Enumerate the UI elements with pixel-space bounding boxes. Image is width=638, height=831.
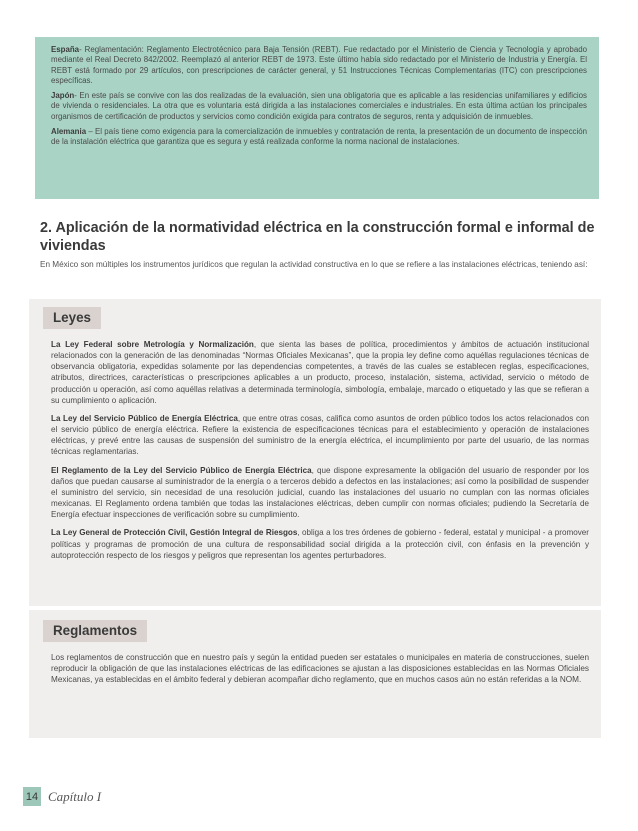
section-intro: En México son múltiples los instrumentos jurídicos que regulan la actividad constructiva en lo que se refiere a las instalaciones eléctricas, teniendo así:: [40, 260, 588, 269]
espana-paragraph: [51, 45, 587, 86]
reglamentos-tag: Reglamentos: [43, 620, 147, 642]
japon-label: Japón: [51, 91, 75, 101]
country-regulations-box: [35, 37, 599, 199]
leyes-tag: Leyes: [43, 307, 101, 329]
section-title: 2. Aplicación de la normatividad eléctrica en la construcción formal e informal de viviendas: [40, 220, 595, 254]
ley-text: , obliga a los tres órdenes de gobierno - federal, estatal y municipal - a promover políticas y programas de promoción de una cultura de responsabilidad social dirigida a la protección civil, con énfasis en la prevención y autoprotección respecto de los riesgos y peligros que representan los agentes perturbadores.: [51, 528, 589, 560]
ley-title: La Ley Federal sobre Metrología y Normalización: [51, 340, 254, 349]
chapter-label: Capítulo I: [48, 788, 102, 804]
alemania-paragraph: [51, 127, 587, 148]
leyes-box: [29, 299, 601, 606]
reglamentos-box: [29, 610, 601, 738]
page-footer: [23, 787, 101, 806]
japon-paragraph: [51, 91, 587, 122]
espana-label: España: [51, 45, 80, 54]
ley-item: [51, 465, 589, 521]
reglamentos-text: Los reglamentos de construcción que en nuestro país y según la entidad pueden ser estatales o municipales en materia de construcciones, suelen reproducir la obligación de que las instalaciones eléctricas de las edificaciones se ajustan a las disposiciones establecidas en las Normas Oficiales Mexicanas, ya establecidas en el ámbito federal y debieran acompañar dicho reglamento, que en muchos casos aún no están referidas a la NOM.: [51, 653, 589, 685]
page-number: 14: [23, 787, 41, 806]
reglamentos-body: [51, 652, 589, 692]
ley-text: , que sienta las bases de política, procedimientos y ámbitos de actuación institucional relacionados con la generación de las denominadas “Normas Oficiales Mexicanas”, que la propia ley define como aquéllas regulaciones técnicas de observancia obligatoria, expedidas solamente por las dependencias competentes, a través de las cuales se establecen reglas, especificaciones, atributos, directrices, características o prescripciones aplicables a un producto, proceso, instalación, sistema, actividad, servicio o método de producción u operación, así como aquéllas relativas a determinada terminología, simbología, embalaje, marcado o etiquetado y las que se refieran a su cumplimiento o aplicación.: [51, 340, 589, 405]
ley-title: La Ley del Servicio Público de Energía Eléctrica: [51, 413, 238, 423]
japon-text: - En este país se convive con las dos realizadas de la evaluación, sien una obligatoria que es aplicable a las residencias unifamiliares y edificios de vivienda o residenciales. La otra que es voluntaria está dirigida a las instalaciones comerciales e industriales. En esta última actúan los principales organismos de certificación de productos y servicios como condición exigida para contratos de seguros, renta y adquisición de inmuebles.: [51, 91, 587, 121]
ley-item: [51, 527, 589, 560]
ley-text: , que entre otras cosas, califica como asuntos de orden público todos los actos relacionados con el servicio público de energía eléctrica. Refiere la existencia de especificaciones técnicas para el establecimiento y operación de instalaciones eléctricas, y prevé entre las causas de suspensión del suministro de la energía eléctrica, el incumplimiento por parte del usuario, de las normas técnicas reglamentarias.: [51, 413, 589, 457]
ley-title: La Ley General de Protección Civil, Gestión Integral de Riesgos: [51, 528, 298, 538]
ley-item: [51, 339, 589, 406]
alemania-label: Alemania: [51, 127, 87, 137]
ley-text: , que dispone expresamente la obligación del usuario de responder por los daños que puedan causarse al suministrador de la energía o a terceros debido a defectos en las instalaciones; así como la posibilidad de suspender el suministro del servicio, sin necesidad de una resolución judicial, cuando las instalaciones del usuario no cumplan con las normas oficiales mexicanas. El Reglamento ordena también que todas las instalaciones eléctricas, deben cumplir con normas oficiales; pudiendo la Secretaría de Energía efectuar inspecciones de verificación sobre su cumplimiento.: [51, 465, 589, 520]
ley-item: [51, 413, 589, 458]
ley-title: El Reglamento de la Ley del Servicio Público de Energía Eléctrica: [51, 465, 312, 475]
leyes-list: [51, 339, 589, 568]
alemania-text: – El país tiene como exigencia para la comercialización de inmuebles y contratación de renta, la presentación de un documento de inspección de la instalación eléctrica que garantiza que es segura y está realizada conforme la norma nacional de instalaciones.: [51, 127, 587, 147]
espana-text: - Reglamentación: Reglamento Electrotécnico para Baja Tensión (REBT). Fue redactado por el Ministerio de Ciencia y Tecnología y aprobado mediante el Real Decreto 842/2002. Reemplazó al anterior REBT de 1973. Este último había sido redactado por el Ministerio de Industria y Energía. El REBT está formado por 29 artículos, con prescripciones de carácter general, y 51 Instrucciones Técnicas Complementarias (ITC) con prescripciones específicas.: [51, 45, 587, 85]
